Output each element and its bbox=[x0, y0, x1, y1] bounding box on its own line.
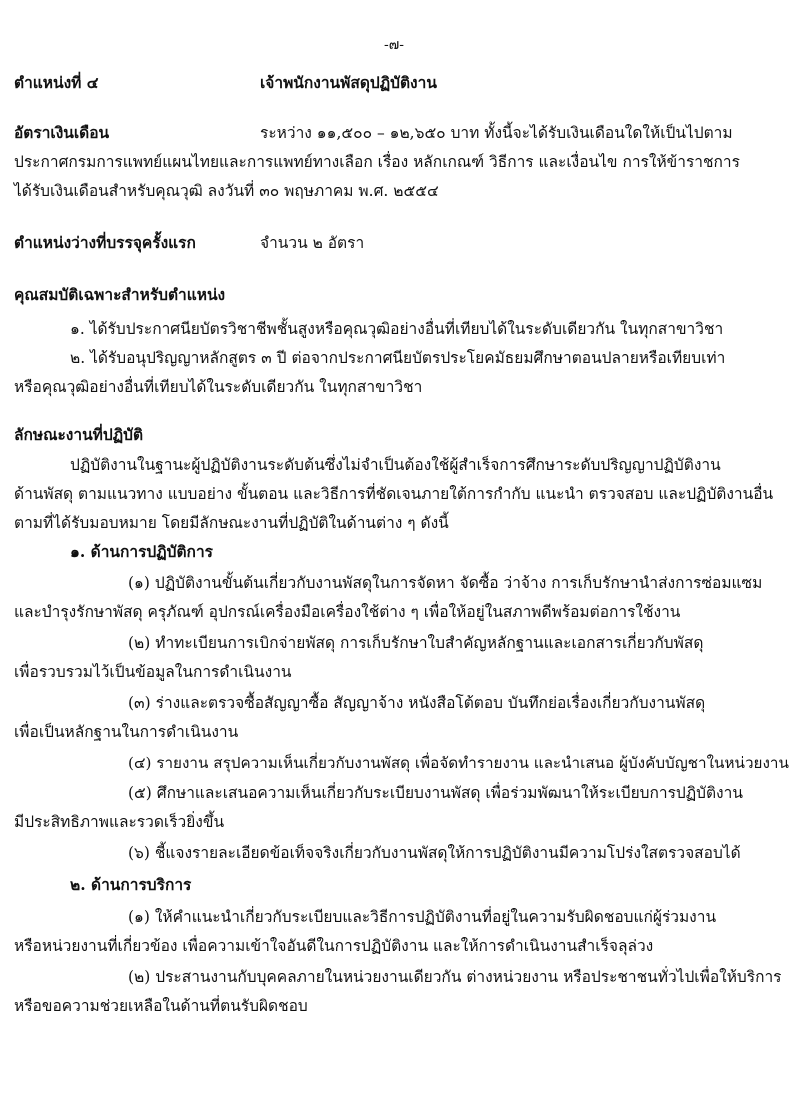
section-1-item-3-line-1: (๓) ร่างและตรวจซื้อสัญญาซื้อ สัญญาจ้าง หนังสือโต้ตอบ บันทึกย่อเรื่องเกี่ยวกับงานพัสดุ bbox=[128, 694, 706, 712]
duties-intro-line-1: ปฏิบัติงานในฐานะผู้ปฏิบัติงานระดับต้นซึ่งไม่จำเป็นต้องใช้ผู้สำเร็จการศึกษาระดับปริญญาปฏิบัติงาน bbox=[70, 456, 721, 474]
section-1-heading: ๑. ด้านการปฏิบัติการ bbox=[70, 542, 213, 561]
section-1-item-4: (๔) รายงาน สรุปความเห็นเกี่ยวกับงานพัสดุ เพื่อจัดทำรายงาน และนำเสนอ ผู้บังคับบัญชาในหน่วยงาน bbox=[128, 754, 789, 772]
vacancy-label: ตำแหน่งว่างที่บรรจุครั้งแรก bbox=[14, 233, 196, 252]
qualification-item-2-line-2: หรือคุณวุฒิอย่างอื่นที่เทียบได้ในระดับเดียวกัน ในทุกสาขาวิชา bbox=[14, 378, 423, 396]
section-1-item-5-line-1: (๕) ศึกษาและเสนอความเห็นเกี่ยวกับระเบียบงานพัสดุ เพื่อร่วมพัฒนาให้ระเบียบการปฏิบัติงาน bbox=[128, 784, 743, 802]
page-number: -๗- bbox=[384, 37, 404, 53]
position-title: เจ้าพนักงานพัสดุปฏิบัติงาน bbox=[260, 73, 437, 92]
duties-intro-line-3: ตามที่ได้รับมอบหมาย โดยมีลักษณะงานที่ปฏิบัติในด้านต่าง ๆ ดังนี้ bbox=[14, 514, 449, 532]
salary-line-3: ได้รับเงินเดือนสำหรับคุณวุฒิ ลงวันที่ ๓๐ พฤษภาคม พ.ศ. ๒๕๕๔ bbox=[14, 182, 439, 200]
section-1-item-5-line-2: มีประสิทธิภาพและรวดเร็วยิ่งขึ้น bbox=[14, 813, 225, 831]
section-1-item-1-line-2: และบำรุงรักษาพัสดุ ครุภัณฑ์ อุปกรณ์เครื่องมือเครื่องใช้ต่าง ๆ เพื่อให้อยู่ในสภาพดีพร้อมต่อการใช้งาน bbox=[14, 603, 681, 621]
qualification-item-2-line-1: ๒. ได้รับอนุปริญญาหลักสูตร ๓ ปี ต่อจากประกาศนียบัตรประโยคมัธยมศึกษาตอนปลายหรือเทียบเท่า bbox=[70, 349, 726, 367]
section-1-item-2-line-1: (๒) ทำทะเบียนการเบิกจ่ายพัสดุ การเก็บรักษาใบสำคัญหลักฐานและเอกสารเกี่ยวกับพัสดุ bbox=[128, 634, 704, 652]
qualifications-heading: คุณสมบัติเฉพาะสำหรับตำแหน่ง bbox=[14, 285, 226, 304]
salary-label: อัตราเงินเดือน bbox=[14, 123, 110, 142]
duties-intro-line-2: ด้านพัสดุ ตามแนวทาง แบบอย่าง ขั้นตอน และวิธีการที่ชัดเจนภายใต้การกำกับ แนะนำ ตรวจสอบ และปฏิบัติงานอื่น bbox=[14, 485, 774, 503]
section-2-item-2-line-2: หรือขอความช่วยเหลือในด้านที่ตนรับผิดชอบ bbox=[14, 997, 308, 1015]
section-2-heading: ๒. ด้านการบริการ bbox=[70, 875, 192, 894]
vacancy-value: จำนวน ๒ อัตรา bbox=[260, 234, 365, 252]
section-1-item-3-line-2: เพื่อเป็นหลักฐานในการดำเนินงาน bbox=[14, 723, 239, 741]
salary-line-2: ประกาศกรมการแพทย์แผนไทยและการแพทย์ทางเลือก เรื่อง หลักเกณฑ์ วิธีการ และเงื่อนไข การให้ข้าราชการ bbox=[14, 153, 740, 171]
section-1-item-6: (๖) ชี้แจงรายละเอียดข้อเท็จจริงเกี่ยวกับงานพัสดุให้การปฏิบัติงานมีความโปร่งใสตรวจสอบได้ bbox=[128, 844, 741, 862]
position-label: ตำแหน่งที่ ๔ bbox=[14, 73, 99, 92]
section-1-item-2-line-2: เพื่อรวบรวมไว้เป็นข้อมูลในการดำเนินงาน bbox=[14, 663, 292, 681]
section-2-item-1-line-1: (๑) ให้คำแนะนำเกี่ยวกับระเบียบและวิธีการปฏิบัติงานที่อยู่ในความรับผิดชอบแก่ผู้ร่วมงาน bbox=[128, 908, 717, 926]
duties-heading: ลักษณะงานที่ปฏิบัติ bbox=[14, 425, 144, 444]
qualification-item-1: ๑. ได้รับประกาศนียบัตรวิชาชีพชั้นสูงหรือคุณวุฒิอย่างอื่นที่เทียบได้ในระดับเดียวกัน ในทุกสาขาวิชา bbox=[70, 320, 724, 338]
section-2-item-2-line-1: (๒) ประสานงานกับบุคคลภายในหน่วยงานเดียวกัน ต่างหน่วยงาน หรือประชาชนทั่วไปเพื่อให้บริการ bbox=[128, 968, 782, 986]
section-1-item-1-line-1: (๑) ปฏิบัติงานขั้นต้นเกี่ยวกับงานพัสดุในการจัดหา จัดซื้อ ว่าจ้าง การเก็บรักษานำส่งการซ่อมแซม bbox=[128, 574, 763, 592]
section-2-item-1-line-2: หรือหน่วยงานที่เกี่ยวข้อง เพื่อความเข้าใจอันดีในการปฏิบัติงาน และให้การดำเนินงานสำเร็จลุล่วง bbox=[14, 937, 654, 955]
salary-line-1: ระหว่าง ๑๑,๕๐๐ – ๑๒,๖๕๐ บาท ทั้งนี้จะได้รับเงินเดือนใดให้เป็นไปตาม bbox=[260, 124, 733, 142]
